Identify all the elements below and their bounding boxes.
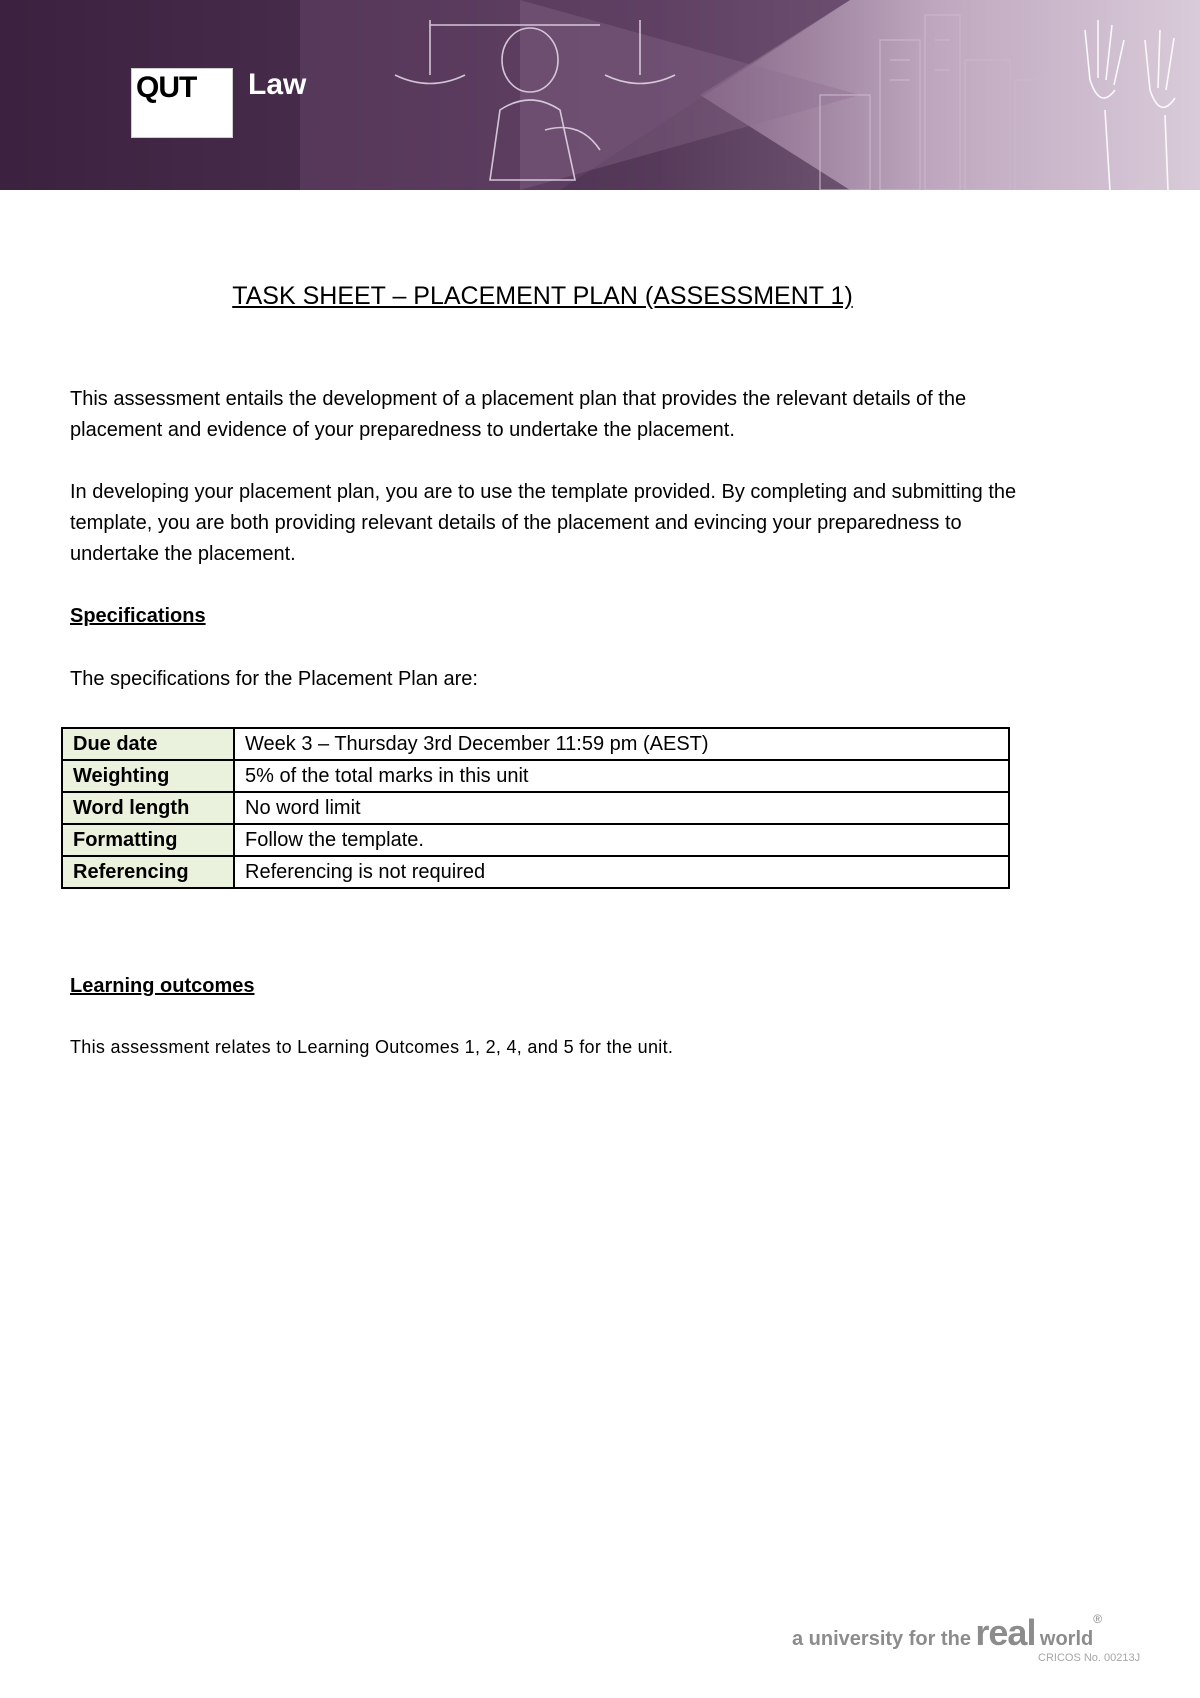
spec-label-referencing: Referencing — [62, 856, 234, 888]
spec-value-referencing: Referencing is not required — [234, 856, 1009, 888]
document-title: TASK SHEET – PLACEMENT PLAN (ASSESSMENT 1) — [232, 282, 853, 310]
qut-logo-text: QUT — [136, 71, 197, 104]
spec-value-word-length: No word limit — [234, 792, 1009, 824]
table-row — [62, 824, 1009, 856]
specifications-table — [61, 727, 1010, 889]
template-paragraph: In developing your placement plan, you are to use the template provided. By completing and submitting the template, you are both providing relevant details of the placement and evincing your preparedness to undertake the placement. — [70, 481, 1017, 565]
table-row — [62, 760, 1009, 792]
spec-label-word-length: Word length — [62, 792, 234, 824]
registered-mark: ® — [1093, 1612, 1103, 1626]
tagline-emphasis: real — [975, 1612, 1036, 1653]
spec-label-formatting: Formatting — [62, 824, 234, 856]
spec-value-weighting: 5% of the total marks in this unit — [234, 760, 1009, 792]
spec-label-due-date: Due date — [62, 728, 234, 760]
learning-outcomes-heading: Learning outcomes — [70, 975, 255, 997]
table-row — [62, 728, 1009, 760]
specifications-heading: Specifications — [70, 605, 206, 627]
cricos-number: CRICOS No. 00213J — [1038, 1652, 1141, 1664]
tagline-suffix: world — [1039, 1628, 1094, 1650]
table-row — [62, 856, 1009, 888]
qut-logo — [131, 68, 233, 138]
footer-tagline — [792, 1612, 1102, 1654]
tagline-prefix: a university for the — [792, 1628, 971, 1650]
table-row — [62, 792, 1009, 824]
spec-value-due-date: Week 3 – Thursday 3rd December 11:59 pm (AEST) — [234, 728, 1009, 760]
law-logo-text: Law — [248, 68, 307, 101]
header-banner — [0, 0, 1200, 190]
learning-outcomes-text: This assessment relates to Learning Outcomes 1, 2, 4, and 5 for the unit. — [70, 1037, 674, 1057]
spec-value-formatting: Follow the template. — [234, 824, 1009, 856]
specifications-intro: The specifications for the Placement Plan are: — [70, 668, 478, 690]
intro-paragraph: This assessment entails the development of a placement plan that provides the relevant details of the placement and evidence of your preparedness to undertake the placement. — [70, 388, 967, 441]
spec-label-weighting: Weighting — [62, 760, 234, 792]
